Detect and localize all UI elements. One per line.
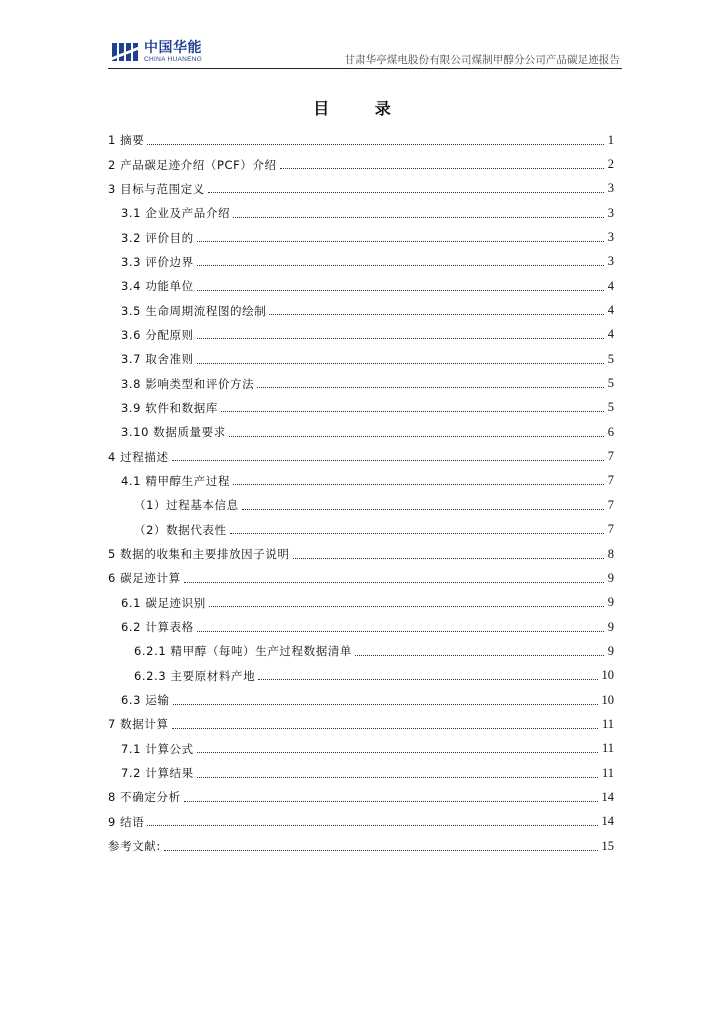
china-huaneng-logo [110, 40, 202, 64]
toc-entry-label: 6.3 运输 [121, 692, 173, 708]
toc-entry[interactable] [108, 737, 614, 761]
toc-entry[interactable] [108, 177, 614, 201]
toc-entry-label: 3.2 评价目的 [121, 230, 197, 246]
toc-entry[interactable] [108, 664, 614, 688]
toc-leader-dots [233, 217, 604, 218]
toc-entry-label: 3.1 企业及产品介绍 [121, 205, 233, 221]
toc-entry[interactable] [108, 323, 614, 347]
toc-entry[interactable] [108, 591, 614, 615]
toc-leader-dots [197, 631, 604, 632]
toc-entry-page: 9 [607, 570, 614, 585]
toc-leader-dots [197, 265, 604, 266]
toc-entry[interactable] [108, 225, 614, 249]
toc-entry[interactable] [108, 201, 614, 225]
toc-entry-page: 10 [601, 668, 614, 683]
toc-entry[interactable] [108, 785, 614, 809]
toc-entry-label: 3 目标与范围定义 [108, 181, 208, 197]
toc-leader-dots [184, 582, 604, 583]
toc-entry-page: 9 [607, 619, 614, 634]
toc-entry-page: 14 [601, 814, 614, 829]
toc-entry[interactable] [108, 615, 614, 639]
toc-entry-page: 3 [607, 205, 614, 220]
toc-entry-page: 5 [607, 400, 614, 415]
toc-leader-dots [147, 144, 603, 145]
toc-entry-page: 3 [607, 230, 614, 245]
toc-entry-page: 5 [607, 351, 614, 366]
toc-entry-label: 3.3 评价边界 [121, 254, 197, 270]
logo-chinese-name: 中国华能 [144, 39, 202, 56]
toc-leader-dots [233, 484, 604, 485]
toc-entry[interactable] [108, 712, 614, 736]
toc-entry-page: 6 [607, 424, 614, 439]
toc-entry-page: 7 [607, 449, 614, 464]
toc-entry-label: 6 碳足迹计算 [108, 570, 184, 586]
toc-entry-page: 9 [607, 643, 614, 658]
toc-entry-label: 6.1 碳足迹识别 [121, 595, 209, 611]
toc-entry[interactable] [108, 152, 614, 176]
toc-leader-dots [221, 411, 604, 412]
toc-entry-label: 2 产品碳足迹介绍（PCF）介绍 [108, 157, 280, 173]
toc-entry[interactable] [108, 493, 614, 517]
toc-leader-dots [197, 338, 604, 339]
toc-entry[interactable] [108, 128, 614, 152]
toc-leader-dots [197, 363, 604, 364]
toc-entry[interactable] [108, 639, 614, 663]
toc-entry[interactable] [108, 761, 614, 785]
toc-entry[interactable] [108, 444, 614, 468]
toc-entry[interactable] [108, 688, 614, 712]
toc-leader-dots [209, 606, 604, 607]
toc-entry[interactable] [108, 542, 614, 566]
toc-entry-label: （1）过程基本信息 [134, 497, 242, 513]
toc-leader-dots [184, 801, 598, 802]
toc-entry[interactable] [108, 420, 614, 444]
toc-leader-dots [164, 850, 598, 851]
toc-entry-label: 3.5 生命周期流程图的绘制 [121, 303, 269, 319]
toc-entry-page: 3 [607, 181, 614, 196]
toc-entry-page: 5 [607, 376, 614, 391]
huaneng-logo-icon [110, 40, 140, 64]
document-title: 甘肃华亭煤电股份有限公司煤制甲醇分公司产品碳足迹报告 [344, 54, 620, 66]
toc-leader-dots [147, 825, 597, 826]
toc-entry-page: 1 [607, 132, 614, 147]
toc-leader-dots [197, 241, 604, 242]
toc-entry-page: 7 [607, 522, 614, 537]
toc-entry-label: 3.4 功能单位 [121, 278, 197, 294]
toc-entry-page: 14 [601, 789, 614, 804]
toc-entry-page: 8 [607, 546, 614, 561]
logo-english-name: CHINA HUANENG [144, 55, 203, 63]
toc-entry[interactable] [108, 566, 614, 590]
toc-entry-page: 3 [607, 254, 614, 269]
toc-entry-label: 6.2.1 精甲醇（每吨）生产过程数据清单 [134, 643, 355, 659]
toc-entry-page: 10 [601, 692, 614, 707]
toc-entry-label: 6.2.3 主要原材料产地 [134, 668, 258, 684]
toc-entry-page: 2 [607, 157, 614, 172]
toc-entry-page: 11 [601, 765, 614, 780]
toc-entry-label: 3.7 取舍准则 [121, 351, 197, 367]
toc-entry-label: 3.9 软件和数据库 [121, 400, 221, 416]
toc-entry[interactable] [108, 250, 614, 274]
toc-leader-dots [258, 679, 597, 680]
toc-entry-label: 1 摘要 [108, 132, 147, 148]
toc-entry[interactable] [108, 298, 614, 322]
toc-entry-label: 6.2 计算表格 [121, 619, 197, 635]
toc-entry-label: （2）数据代表性 [134, 522, 230, 538]
toc-entry[interactable] [108, 810, 614, 834]
toc-entry-page: 4 [607, 327, 614, 342]
toc-title: 目 录 [313, 99, 411, 118]
toc-leader-dots [172, 728, 598, 729]
toc-entry-page: 7 [607, 473, 614, 488]
toc-entry-label: 9 结语 [108, 814, 147, 830]
toc-entry[interactable] [108, 347, 614, 371]
toc-entry-label: 7.1 计算公式 [121, 741, 197, 757]
toc-entry[interactable] [108, 518, 614, 542]
toc-leader-dots [197, 777, 598, 778]
toc-entry-label: 7.2 计算结果 [121, 765, 197, 781]
toc-entry-label: 3.6 分配原则 [121, 327, 197, 343]
toc-leader-dots [242, 509, 604, 510]
toc-entry-page: 4 [607, 278, 614, 293]
table-of-contents [108, 128, 614, 858]
toc-leader-dots [197, 290, 604, 291]
toc-leader-dots [257, 387, 604, 388]
toc-entry-page: 11 [601, 741, 614, 756]
toc-entry-label: 3.10 数据质量要求 [121, 424, 229, 440]
toc-leader-dots [293, 558, 604, 559]
toc-entry-label: 4.1 精甲醇生产过程 [121, 473, 233, 489]
toc-leader-dots [269, 314, 603, 315]
toc-entry-label: 7 数据计算 [108, 716, 172, 732]
toc-leader-dots [355, 655, 604, 656]
toc-entry-page: 15 [601, 838, 614, 853]
toc-entry-label: 参考文献: [108, 838, 164, 854]
toc-entry[interactable] [108, 274, 614, 298]
page-header [108, 36, 622, 69]
toc-entry-page: 11 [601, 716, 614, 731]
toc-entry-label: 3.8 影响类型和评价方法 [121, 376, 257, 392]
toc-leader-dots [280, 168, 604, 169]
toc-entry-label: 5 数据的收集和主要排放因子说明 [108, 546, 293, 562]
toc-entry[interactable] [108, 396, 614, 420]
toc-entry-label: 8 不确定分析 [108, 789, 184, 805]
toc-leader-dots [172, 460, 604, 461]
toc-leader-dots [229, 436, 604, 437]
toc-entry[interactable] [108, 469, 614, 493]
toc-leader-dots [197, 752, 598, 753]
toc-entry[interactable] [108, 834, 614, 858]
toc-leader-dots [230, 533, 604, 534]
toc-leader-dots [173, 704, 598, 705]
toc-entry[interactable] [108, 371, 614, 395]
toc-entry-label: 4 过程描述 [108, 449, 172, 465]
toc-entry-page: 9 [607, 595, 614, 610]
toc-entry-page: 7 [607, 497, 614, 512]
toc-entry-page: 4 [607, 303, 614, 318]
toc-leader-dots [208, 192, 604, 193]
